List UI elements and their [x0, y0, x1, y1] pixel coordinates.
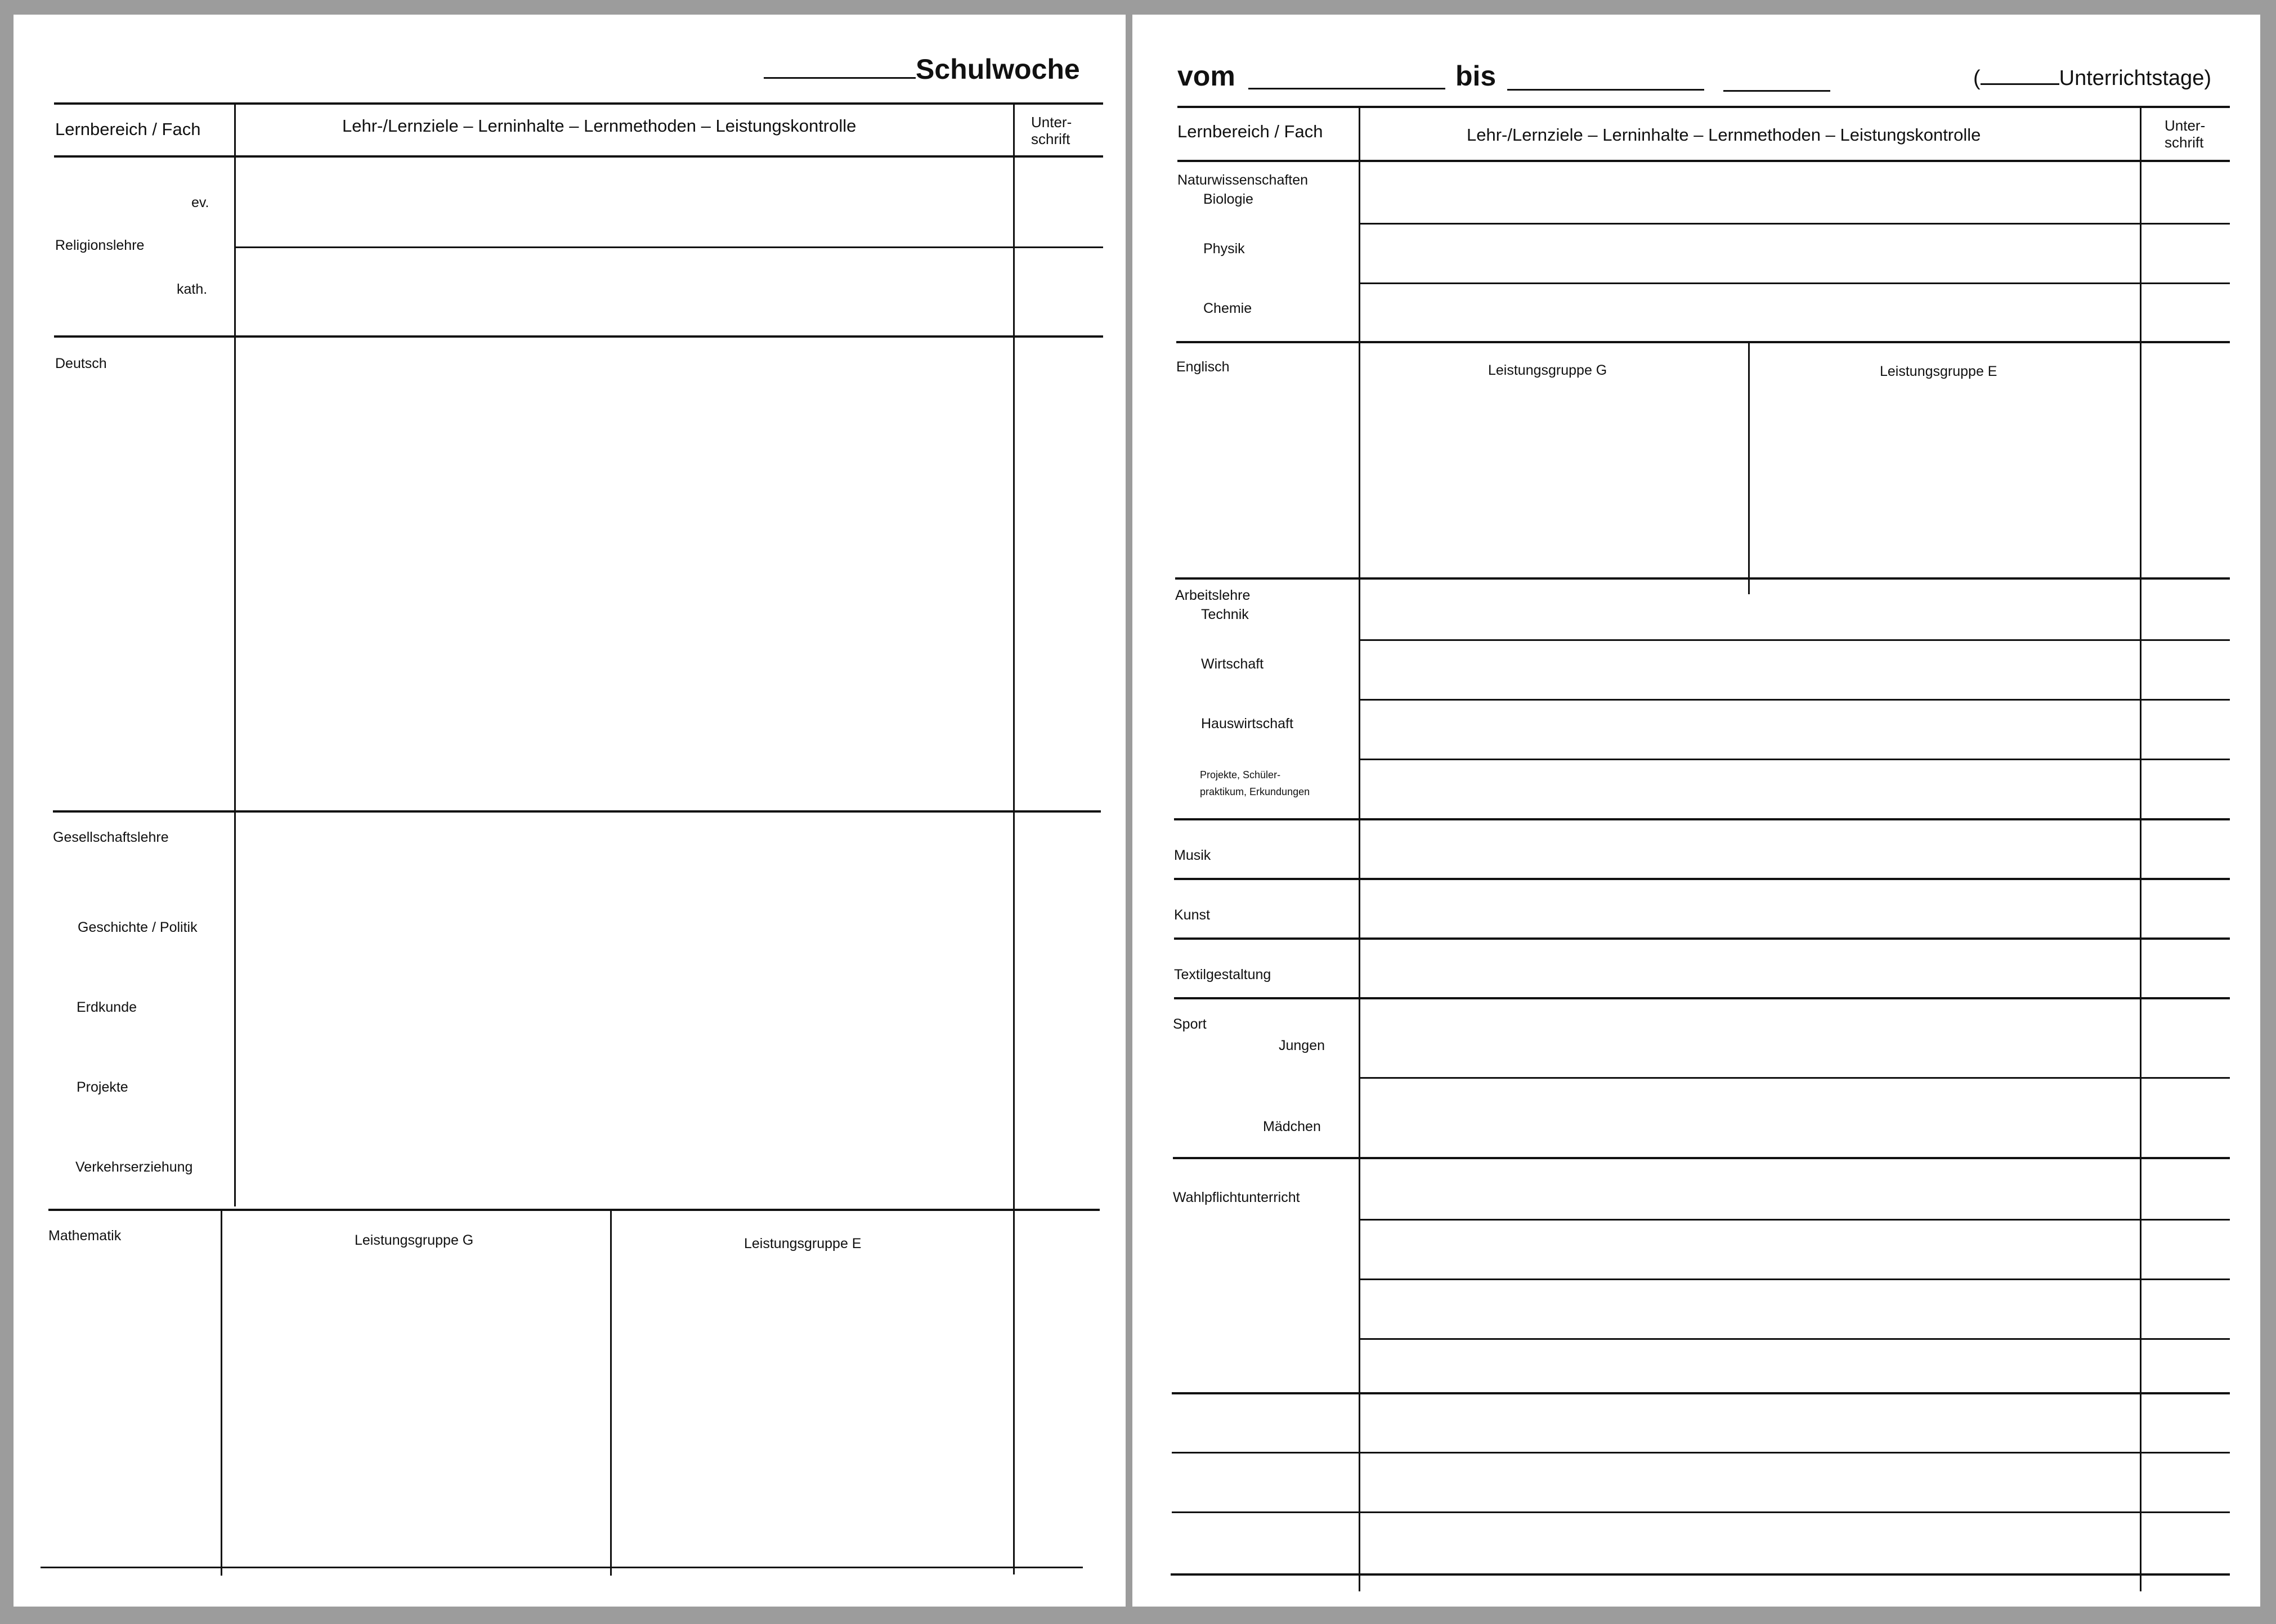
mathematik-label: Mathematik [48, 1228, 122, 1244]
religion-divider [235, 246, 1103, 248]
textil-bottom-rule [1174, 997, 2230, 999]
right-planning-page [1132, 15, 2260, 1607]
arbeit-item-technik: Technik [1201, 607, 1249, 622]
week-title [764, 53, 1080, 86]
header-sign-line2: schrift [2165, 134, 2204, 151]
header-sign-label [2165, 117, 2205, 151]
header-sign-line2: schrift [1031, 131, 1070, 147]
header-sign-label [1031, 114, 1072, 147]
arbeit-divider-3 [1360, 759, 2230, 760]
arbeit-divider-2 [1360, 699, 2230, 701]
sport-bottom-rule [1173, 1157, 2230, 1159]
subject-column-divider [1359, 106, 1360, 1591]
right-page-bottom-rule [1171, 1573, 2230, 1576]
englisch-bottom-rule [1175, 577, 2230, 580]
kunst-bottom-rule [1174, 937, 2230, 940]
math-group-divider [610, 1211, 612, 1576]
deutsch-label: Deutsch [55, 356, 107, 371]
englisch-label: Englisch [1176, 359, 1230, 375]
signature-column-divider [2140, 106, 2141, 1591]
blank-row-rule-2 [1172, 1511, 2230, 1513]
arbeit-label: Arbeitslehre [1175, 587, 1251, 603]
header-content-label: Lehr-/Lernziele – Lerninhalte – Lernmethoden – Leistungskontrolle [342, 116, 857, 136]
natur-divider-2 [1360, 282, 2230, 284]
week-number-field[interactable] [764, 77, 916, 79]
teaching-days-paren: ( [1973, 66, 1981, 90]
wahlpflicht-divider-1 [1360, 1219, 2230, 1221]
date-from-field[interactable] [1248, 54, 1445, 89]
header-bottom-rule [54, 155, 1103, 158]
teaching-days [1973, 66, 2211, 91]
natur-divider-1 [1360, 223, 2230, 225]
header-subject-label: Lernbereich / Fach [1177, 122, 1323, 141]
gesellschaft-label: Gesellschaftslehre [53, 829, 169, 845]
blank-row-rule-1 [1172, 1452, 2230, 1453]
gesellschaft-bottom-rule [48, 1209, 1100, 1211]
teaching-days-field[interactable] [1981, 83, 2059, 85]
arbeit-bottom-rule [1174, 818, 2230, 820]
sport-label: Sport [1173, 1016, 1207, 1032]
title-vom: vom [1177, 60, 1235, 92]
deutsch-bottom-rule [53, 810, 1101, 813]
natur-item-physik: Physik [1203, 241, 1245, 257]
englisch-group-divider [1748, 343, 1750, 594]
natur-label: Naturwissenschaften [1177, 172, 1309, 188]
gesellschaft-item-verkehr: Verkehrserziehung [75, 1159, 193, 1175]
arbeit-projekte-line1: Projekte, Schüler- [1200, 769, 1281, 780]
sport-jungen-label: Jungen [1279, 1038, 1325, 1053]
header-bottom-rule [1177, 160, 2230, 162]
textil-label: Textilgestaltung [1174, 967, 1271, 983]
religion-label: Religionslehre [55, 237, 145, 253]
arbeit-divider-1 [1360, 639, 2230, 641]
englisch-group-g-label: Leistungsgruppe G [1488, 362, 1607, 378]
arbeit-item-hauswirtschaft: Hauswirtschaft [1201, 716, 1293, 732]
title-bis: bis [1455, 60, 1497, 92]
year-field[interactable] [1723, 56, 1830, 92]
header-content-label: Lehr-/Lernziele – Lerninhalte – Lernmethoden – Leistungskontrolle [1467, 125, 1981, 145]
sport-maedchen-label: Mädchen [1263, 1119, 1321, 1134]
englisch-group-e-label: Leistungsgruppe E [1880, 364, 1997, 379]
header-sign-line1: Unter- [1031, 114, 1072, 131]
week-title-label: Schulwoche [916, 53, 1080, 85]
left-planning-page [14, 15, 1126, 1607]
wahlpflicht-divider-2 [1360, 1278, 2230, 1280]
musik-bottom-rule [1174, 878, 2230, 880]
religion-kath-label: kath. [177, 281, 208, 297]
header-subject-label: Lernbereich / Fach [55, 119, 201, 139]
gesellschaft-item-politik: Geschichte / Politik [78, 919, 198, 935]
natur-item-biologie: Biologie [1203, 191, 1253, 207]
sport-divider [1360, 1077, 2230, 1079]
signature-column-divider [1013, 102, 1015, 1574]
wahlpflicht-label: Wahlpflichtunterricht [1173, 1190, 1300, 1205]
math-subject-divider [221, 1210, 222, 1576]
musik-label: Musik [1174, 847, 1211, 863]
header-top-rule [1177, 106, 2230, 108]
arbeit-projekte-line2: praktikum, Erkundungen [1200, 786, 1310, 797]
date-to-field[interactable] [1507, 55, 1704, 91]
natur-item-chemie: Chemie [1203, 300, 1252, 316]
arbeit-item-wirtschaft: Wirtschaft [1201, 656, 1264, 672]
religion-ev-label: ev. [191, 195, 209, 210]
teaching-days-label: Unterrichtstage) [2059, 66, 2211, 90]
wahlpflicht-divider-3 [1360, 1338, 2230, 1340]
religion-bottom-rule [54, 335, 1103, 338]
gesellschaft-item-projekte: Projekte [77, 1079, 128, 1095]
wahlpflicht-bottom-rule [1172, 1392, 2230, 1394]
math-group-e-label: Leistungsgruppe E [744, 1236, 862, 1251]
subject-column-divider [234, 102, 236, 1206]
arbeit-item-projekte [1200, 766, 1310, 800]
left-page-bottom-rule [41, 1567, 1083, 1568]
math-group-g-label: Leistungsgruppe G [355, 1232, 474, 1248]
header-top-rule [54, 102, 1103, 105]
kunst-label: Kunst [1174, 907, 1210, 923]
natur-bottom-rule [1176, 341, 2230, 343]
gesellschaft-item-erdkunde: Erdkunde [77, 999, 137, 1015]
header-sign-line1: Unter- [2165, 117, 2206, 134]
